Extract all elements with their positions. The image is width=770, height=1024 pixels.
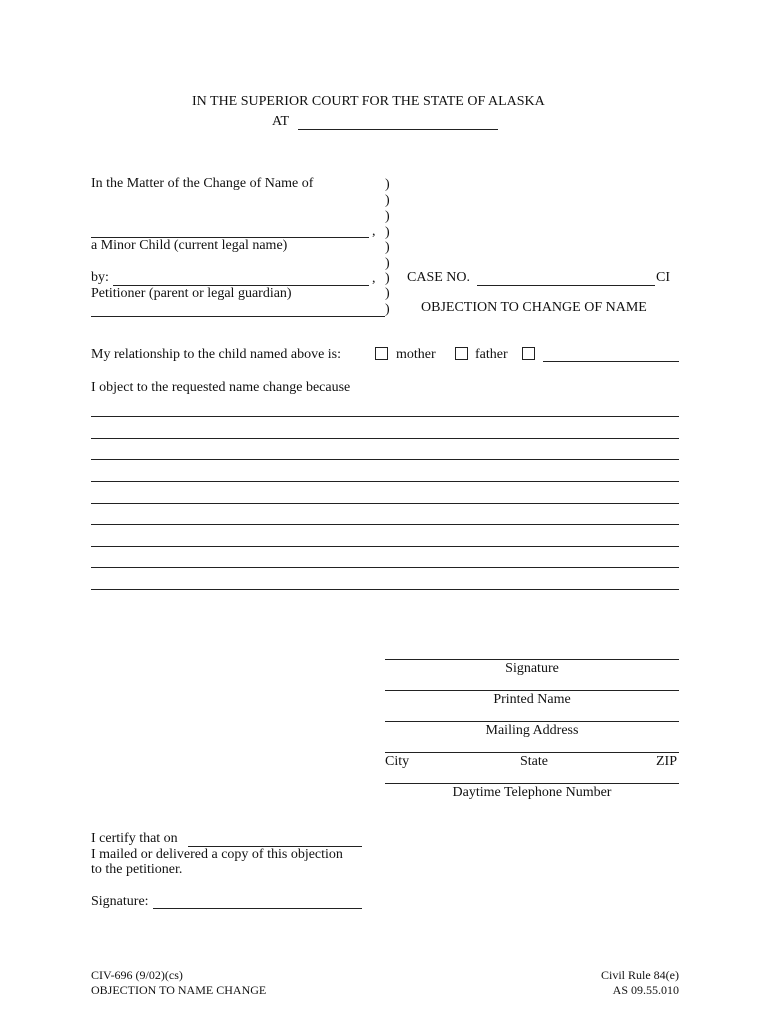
comma-2: , bbox=[372, 271, 376, 286]
signature-label: Signature bbox=[505, 661, 559, 676]
caption-paren: ) bbox=[385, 240, 390, 255]
certify-line-2: I mailed or delivered a copy of this objection bbox=[91, 847, 343, 862]
signature-field[interactable] bbox=[385, 659, 679, 660]
mailing-address-field[interactable] bbox=[385, 721, 679, 722]
printed-name-label: Printed Name bbox=[493, 692, 571, 707]
case-no-field[interactable] bbox=[477, 285, 655, 286]
phone-label: Daytime Telephone Number bbox=[452, 785, 612, 800]
relationship-question: My relationship to the child named above is: bbox=[91, 347, 342, 362]
petitioner-extra-field[interactable] bbox=[91, 316, 385, 317]
certify-line-3: to the petitioner. bbox=[91, 862, 183, 877]
other-relationship-field[interactable] bbox=[543, 361, 679, 362]
by-label: by: bbox=[91, 270, 109, 285]
phone-field[interactable] bbox=[385, 783, 679, 784]
certify-signature-field[interactable] bbox=[153, 908, 362, 909]
caption-paren: ) bbox=[385, 209, 390, 224]
objection-reason-line[interactable] bbox=[91, 438, 679, 439]
form-id: CIV-696 (9/02)(cs) bbox=[91, 968, 183, 982]
certify-line-1: I certify that on bbox=[91, 831, 178, 846]
case-no-label: CASE NO. bbox=[407, 270, 471, 285]
mother-option-label: mother bbox=[396, 347, 436, 362]
objection-prompt: I object to the requested name change because bbox=[91, 380, 351, 395]
objection-reason-line[interactable] bbox=[91, 524, 679, 525]
statute: AS 09.55.010 bbox=[612, 983, 679, 997]
printed-name-field[interactable] bbox=[385, 690, 679, 691]
certify-signature-label: Signature: bbox=[91, 894, 149, 909]
document-title: OBJECTION TO CHANGE OF NAME bbox=[421, 300, 647, 315]
caption-paren: ) bbox=[385, 302, 390, 317]
objection-reason-line[interactable] bbox=[91, 416, 679, 417]
case-no-suffix: CI bbox=[656, 270, 670, 285]
objection-reason-line[interactable] bbox=[91, 503, 679, 504]
caption-paren: ) bbox=[385, 193, 390, 208]
court-location-label: AT bbox=[272, 114, 290, 129]
civil-rule: Civil Rule 84(e) bbox=[601, 968, 679, 982]
petitioner-label: Petitioner (parent or legal guardian) bbox=[91, 286, 292, 301]
matter-label: In the Matter of the Change of Name of bbox=[91, 176, 314, 191]
court-title: IN THE SUPERIOR COURT FOR THE STATE OF ALASKA bbox=[192, 94, 545, 109]
city-state-zip-field[interactable] bbox=[385, 752, 679, 753]
minor-child-label: a Minor Child (current legal name) bbox=[91, 238, 288, 253]
objection-reason-line[interactable] bbox=[91, 589, 679, 590]
objection-reason-line[interactable] bbox=[91, 567, 679, 568]
zip-label: ZIP bbox=[656, 754, 677, 769]
form-footer-title: OBJECTION TO NAME CHANGE bbox=[91, 983, 267, 997]
city-label: City bbox=[385, 754, 410, 769]
father-checkbox[interactable] bbox=[455, 347, 468, 360]
caption-paren: ) bbox=[385, 177, 390, 192]
mailing-address-label: Mailing Address bbox=[485, 723, 579, 738]
objection-reason-line[interactable] bbox=[91, 459, 679, 460]
comma-1: , bbox=[372, 224, 376, 239]
caption-paren: ) bbox=[385, 286, 390, 301]
state-label: State bbox=[520, 754, 548, 769]
father-option-label: father bbox=[475, 347, 508, 362]
caption-paren: ) bbox=[385, 256, 390, 271]
objection-reason-line[interactable] bbox=[91, 481, 679, 482]
mother-checkbox[interactable] bbox=[375, 347, 388, 360]
objection-reason-line[interactable] bbox=[91, 546, 679, 547]
caption-paren: ) bbox=[385, 225, 390, 240]
caption-paren: ) bbox=[385, 271, 390, 286]
court-location-field[interactable] bbox=[298, 129, 498, 130]
other-relationship-checkbox[interactable] bbox=[522, 347, 535, 360]
